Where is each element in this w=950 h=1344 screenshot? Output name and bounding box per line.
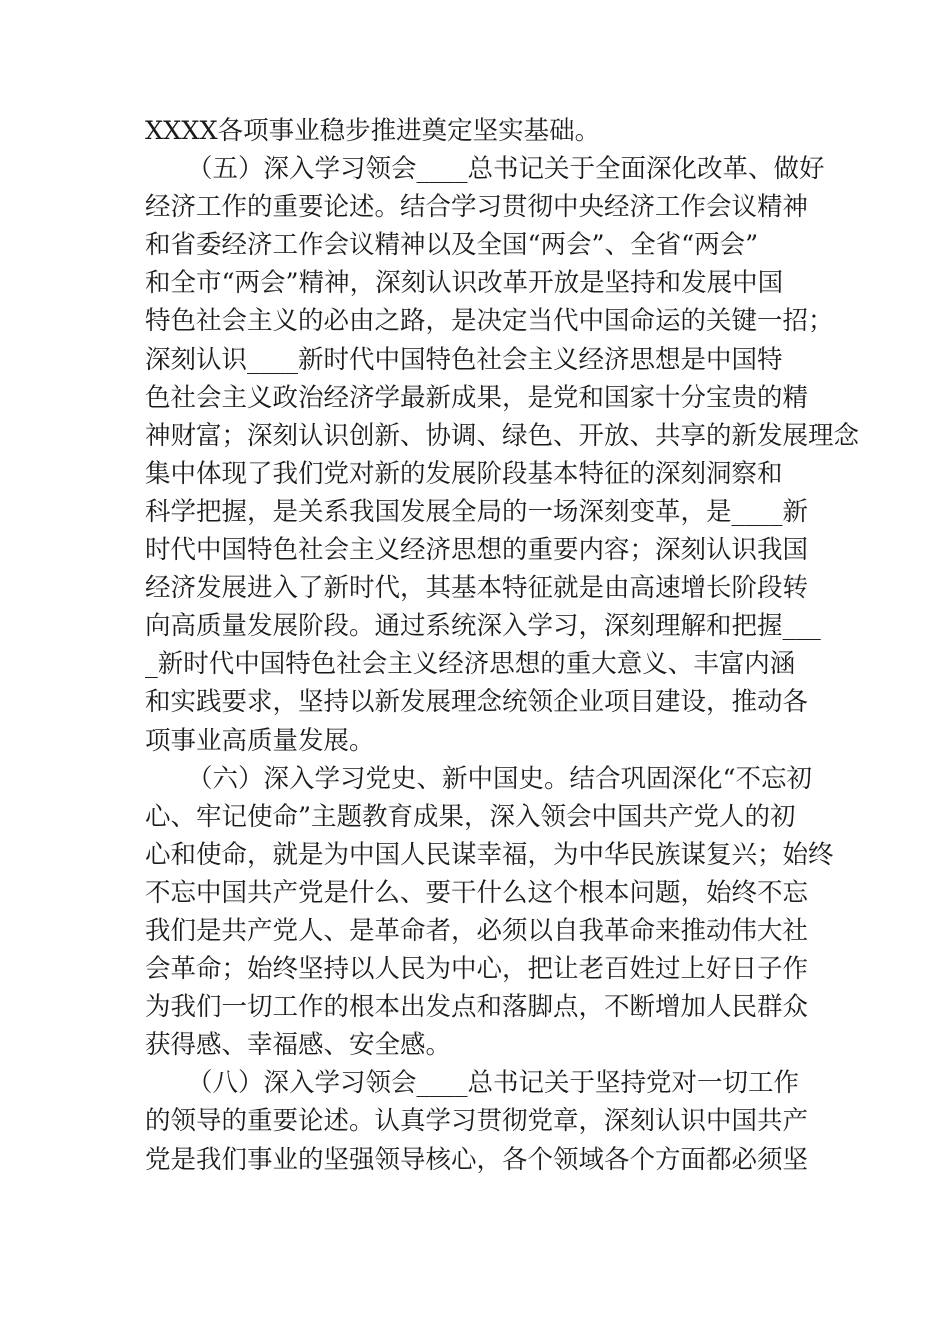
text-line: 不忘中国共产党是什么、要干什么这个根本问题，始终不忘 — [145, 877, 809, 908]
section-6-heading-line: （六）深入学习党史、新中国史。结合巩固深化“不忘初 — [187, 763, 813, 794]
text-line: 和全市“两会”精神，深刻认识改革开放是坚持和发展中国 — [145, 268, 784, 299]
section-8-heading-line: （八）深入学习领会____总书记关于坚持党对一切工作 — [187, 1068, 800, 1099]
text-line: _新时代中国特色社会主义经济思想的重大意义、丰富内涵 — [145, 649, 796, 680]
text-line: 和实践要求，坚持以新发展理念统领企业项目建设，推动各 — [145, 687, 809, 718]
text-line: 色社会主义政治经济学最新成果，是党和国家十分宝贵的精 — [145, 382, 809, 413]
text-line: 深刻认识____新时代中国特色社会主义经济思想是中国特 — [145, 344, 783, 375]
text-line: 经济发展进入了新时代，其基本特征就是由高速增长阶段转 — [145, 573, 809, 604]
text-line: 向高质量发展阶段。通过系统深入学习，深刻理解和把握___ — [145, 611, 821, 642]
text-line: 项事业高质量发展。 — [145, 725, 375, 756]
text-line: 集中体现了我们党对新的发展阶段基本特征的深刻洞察和 — [145, 458, 783, 489]
text-line: 党是我们事业的坚强领导核心，各个领域各个方面都必须坚 — [145, 1144, 809, 1175]
text-line: 的领导的重要论述。认真学习贯彻党章，深刻认识中国共产 — [145, 1106, 809, 1137]
text-line: 心和使命，就是为中国人民谋幸福，为中华民族谋复兴；始终 — [145, 839, 834, 870]
text-line: 神财富；深刻认识创新、协调、绿色、开放、共享的新发展理念 — [145, 420, 860, 451]
text-line: 特色社会主义的必由之路，是决定当代中国命运的关键一招； — [145, 306, 834, 337]
text-line: 心、牢记使命”主题教育成果，深入领会中国共产党人的初 — [145, 801, 796, 832]
text-line: 为我们一切工作的根本出发点和落脚点，不断增加人民群众 — [145, 992, 809, 1023]
section-5-heading-line: （五）深入学习领会____总书记关于全面深化改革、做好 — [187, 154, 825, 185]
text-line: 科学把握，是关系我国发展全局的一场深刻变革，是____新 — [145, 496, 809, 527]
text-line: XXXX各项事业稳步推进奠定坚实基础。 — [145, 116, 601, 146]
document-body — [145, 112, 860, 1179]
text-line: 经济工作的重要论述。结合学习贯彻中央经济工作会议精神 — [145, 192, 809, 223]
text-line: 我们是共产党人、是革命者，必须以自我革命来推动伟大社 — [145, 915, 809, 946]
text-line: 时代中国特色社会主义经济思想的重要内容；深刻认识我国 — [145, 535, 809, 566]
text-line: 获得感、幸福感、安全感。 — [145, 1030, 452, 1061]
text-line: 会革命；始终坚持以人民为中心，把让老百姓过上好日子作 — [145, 954, 809, 985]
text-line: 和省委经济工作会议精神以及全国“两会”、全省“两会” — [145, 230, 759, 261]
